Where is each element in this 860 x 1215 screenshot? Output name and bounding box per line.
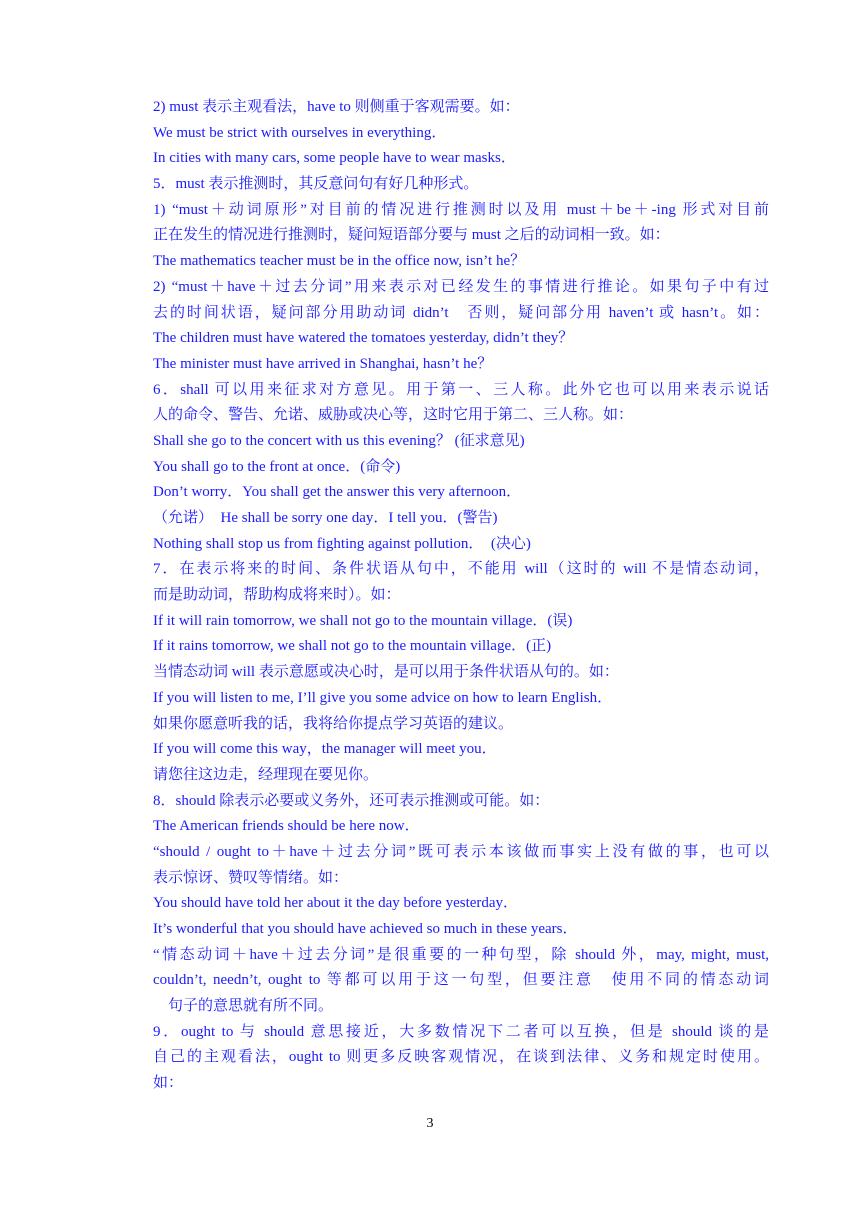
document-body [153, 95, 769, 1097]
text-line: The minister must have arrived in Shanghai, hasn’t he？ [153, 355, 493, 372]
text-line: 2) must 表示主观看法，have to 则侧重于客观需要。如： [153, 99, 520, 115]
text-line: 如： [153, 1075, 184, 1092]
text-line: 9．ought to 与 should 意思接近，大多数情况下二者可以互换，但是 should 谈的是 [153, 1023, 769, 1040]
text-line: 1) “must＋动词原形”对目前的情况进行推测时以及用 must＋be＋-ing 形式对目前 [153, 201, 769, 218]
text-line: The mathematics teacher must be in the office now, isn’t he？ [153, 253, 526, 270]
text-line: 正在发生的情况进行推测时，疑问短语部分要与 must 之后的动词相一致。如： [153, 227, 670, 244]
text-line: 表示惊讶、赞叹等情绪。如： [153, 869, 349, 886]
text-line: 而是助动词，帮助构成将来时）。如： [153, 587, 401, 604]
text-line: If it rains tomorrow, we shall not go to the mountain village．(正) [153, 638, 552, 655]
text-line: “should / ought to＋have＋过去分词”既可表示本该做而事实上没有做的事，也可以 [153, 843, 769, 860]
text-line: If it will rain tomorrow, we shall not go to the mountain village．(误) [153, 612, 573, 629]
text-line: 6．shall 可以用来征求对方意见。用于第一、三人称。此外它也可以用来表示说话 [153, 381, 769, 398]
text-line: It’s wonderful that you should have achieved so much in these years． [153, 921, 578, 937]
text-line: 如果你愿意听我的话，我将给你提点学习英语的建议。 [153, 715, 514, 732]
text-line: The children must have watered the tomatoes yesterday, didn’t they？ [153, 330, 574, 347]
text-line: 5．must 表示推测时，其反意问句有好几种形式。 [153, 176, 479, 193]
text-line: （允诺） He shall be sorry one day．I tell you．(警告) [153, 510, 498, 526]
text-line: 人的命令、警告、允诺、威胁或决心等，这时它用于第二、三人称。如： [153, 407, 634, 424]
text-line: 自己的主观看法，ought to 则更多反映客观情况，在谈到法律、义务和规定时使用。 [153, 1049, 769, 1066]
text-line: In cities with many cars, some people have to wear masks． [153, 150, 516, 167]
text-line: If you will come this way，the manager will meet you． [153, 741, 497, 758]
text-line: We must be strict with ourselves in everything． [153, 124, 447, 141]
page-number: 3 [426, 1116, 434, 1131]
text-line: You shall go to the front at once．(命令) [153, 458, 401, 475]
text-line: Don’t worry．You shall get the answer this very afternoon． [153, 484, 522, 501]
text-line: 句子的意思就有所不同。 [153, 998, 334, 1015]
text-line: If you will listen to me, I’ll give you some advice on how to learn English． [153, 689, 613, 706]
text-line: 7．在表示将来的时间、条件状语从句中，不能用 will（这时的 will 不是情态动词， [153, 561, 769, 578]
text-line: couldn’t, needn’t, ought to 等都可以用于这一句型，但要注意 使用不同的情态动词 [153, 972, 769, 989]
text-line: 当情态动词 will 表示意愿或决心时，是可以用于条件状语从句的。如： [153, 664, 619, 681]
text-line: 去的时间状语，疑问部分用助动词 didn’t 否则，疑问部分用 haven’t 或 hasn’t。如： [153, 304, 769, 321]
text-line: 2) “must＋have＋过去分词”用来表示对已经发生的事情进行推论。如果句子中有过 [153, 278, 769, 295]
text-line: 8．should 除表示必要或义务外，还可表示推测或可能。如： [153, 792, 550, 809]
text-line: Shall she go to the concert with us this evening？ (征求意见) [153, 432, 525, 449]
text-line: Nothing shall stop us from fighting against pollution． (决心) [153, 535, 531, 552]
text-line: You should have told her about it the day before yesterday． [153, 895, 519, 912]
text-line: The American friends should be here now． [153, 818, 420, 835]
text-line: 请您往这边走，经理现在要见你。 [153, 766, 379, 783]
text-line: “情态动词＋have＋过去分词”是很重要的一种句型，除 should 外，may, might, must, [153, 946, 769, 963]
